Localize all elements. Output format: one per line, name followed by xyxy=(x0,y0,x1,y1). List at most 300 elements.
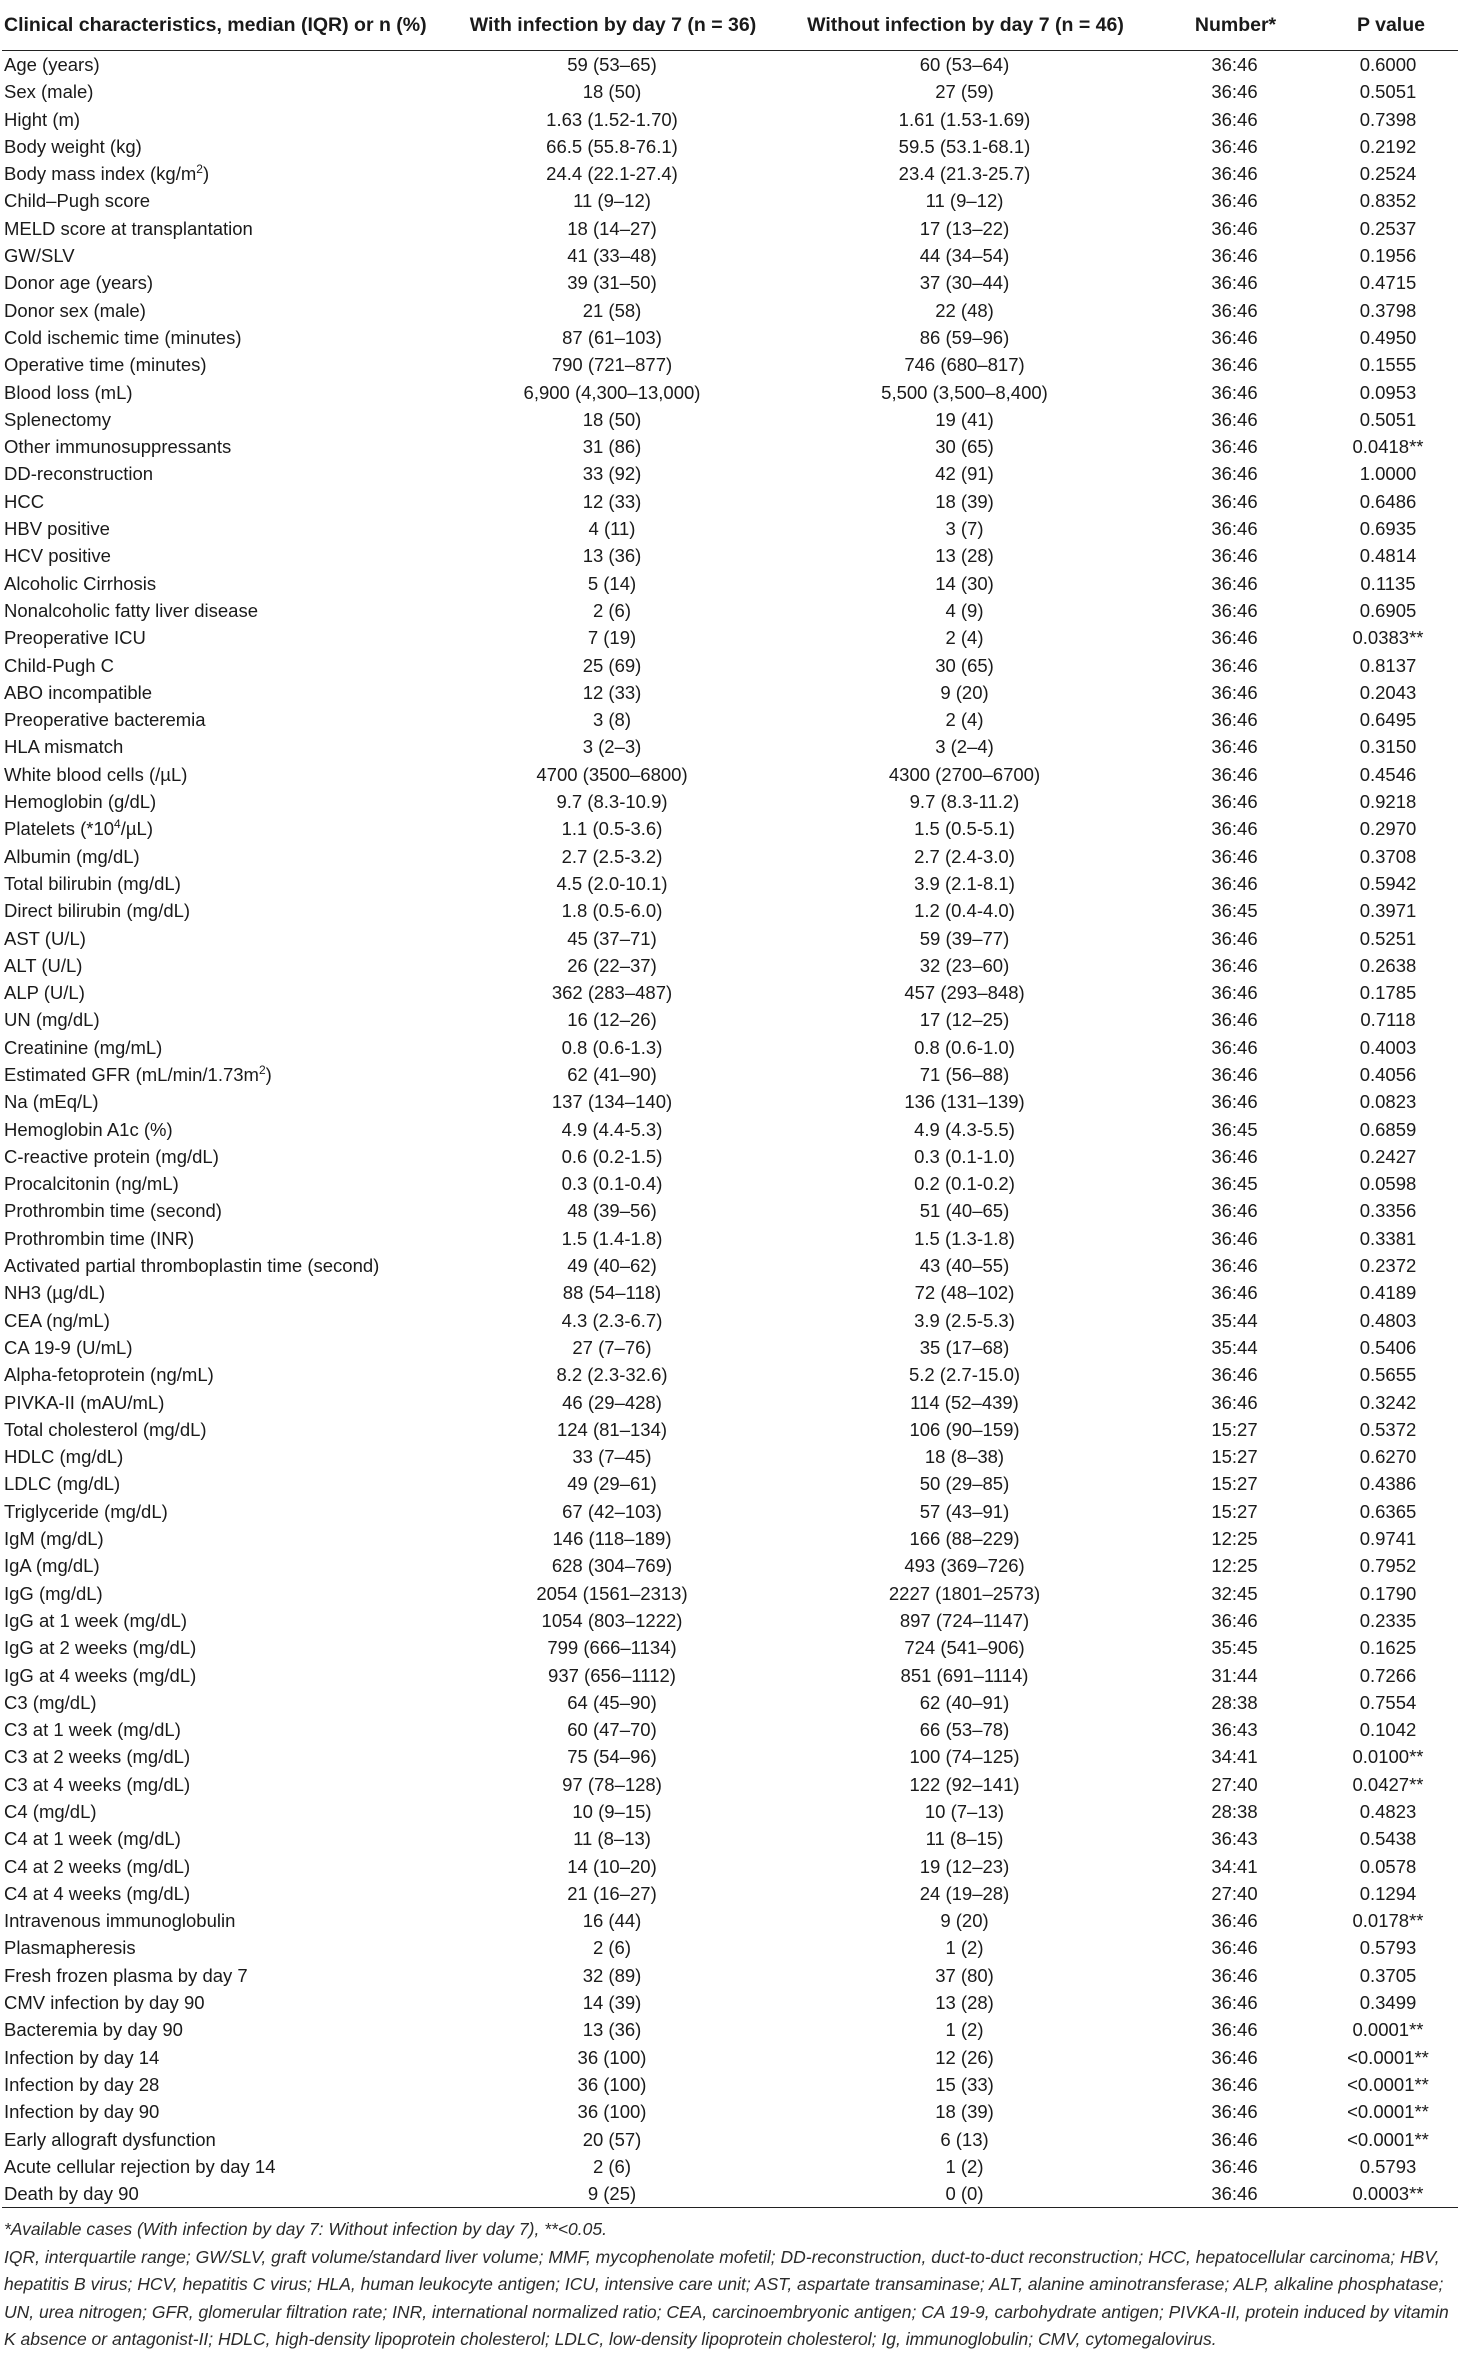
table-row xyxy=(2,324,1458,351)
p-value: 0.6270 xyxy=(1359,1446,1417,1468)
available-number: 36:46 xyxy=(1211,627,1258,649)
p-value: 0.4715 xyxy=(1359,272,1417,294)
with-infection-value: 1.8 (0.5-6.0) xyxy=(561,900,663,922)
without-infection-value: 0.8 (0.6-1.0) xyxy=(914,1036,1015,1058)
available-number: 36:46 xyxy=(1211,381,1258,403)
table-row xyxy=(2,952,1458,979)
available-number: 31:44 xyxy=(1211,1664,1258,1686)
p-value: 0.4386 xyxy=(1359,1473,1417,1495)
available-number: 27:40 xyxy=(1211,1773,1258,1795)
with-infection-value: 87 (61–103) xyxy=(562,326,662,348)
without-infection-value: 493 (369–726) xyxy=(904,1555,1025,1577)
p-value: 0.3381 xyxy=(1359,1227,1417,1249)
available-number: 36:46 xyxy=(1211,135,1258,157)
row-label xyxy=(2,1225,442,1252)
row-label-text: IgG at 2 weeks (mg/dL) xyxy=(4,1637,197,1659)
with-infection-value: 46 (29–428) xyxy=(562,1391,662,1413)
with-infection-value: 4700 (3500–6800) xyxy=(536,763,688,785)
p-value: 0.2537 xyxy=(1359,217,1417,239)
table-row xyxy=(2,1061,1458,1088)
table-row xyxy=(2,515,1458,542)
p-value: <0.0001** xyxy=(1347,2101,1429,2123)
with-infection-value: 62 (41–90) xyxy=(567,1063,657,1085)
row-label-superscript: 2 xyxy=(196,162,203,177)
row-label-text: Nonalcoholic fatty liver disease xyxy=(4,599,258,621)
without-infection-value: 3.9 (2.5-5.3) xyxy=(914,1309,1015,1331)
row-label-text: Sex (male) xyxy=(4,81,94,103)
p-value: 0.6935 xyxy=(1359,518,1417,540)
table-row xyxy=(2,78,1458,105)
available-number: 36:46 xyxy=(1211,272,1258,294)
available-number: 32:45 xyxy=(1211,1582,1258,1604)
row-label-text: Death by day 90 xyxy=(4,2183,139,2205)
row-label xyxy=(2,1334,442,1361)
without-infection-value: 4.9 (4.3-5.5) xyxy=(914,1118,1015,1140)
available-number: 36:46 xyxy=(1211,1364,1258,1386)
p-value: 0.0823 xyxy=(1359,1091,1417,1113)
available-number: 35:44 xyxy=(1211,1309,1258,1331)
available-number: 36:46 xyxy=(1211,1227,1258,1249)
available-number: 36:46 xyxy=(1211,1282,1258,1304)
available-number: 36:46 xyxy=(1211,1063,1258,1085)
p-value: 0.3499 xyxy=(1359,1992,1417,2014)
available-number: 36:46 xyxy=(1211,1937,1258,1959)
row-label xyxy=(2,870,442,897)
table-row xyxy=(2,133,1458,160)
p-value: 0.5793 xyxy=(1359,2155,1417,2177)
with-infection-value: 21 (16–27) xyxy=(567,1882,657,1904)
p-value: 0.1625 xyxy=(1359,1637,1417,1659)
table-row xyxy=(2,433,1458,460)
table-row xyxy=(2,1252,1458,1279)
row-label-text: CA 19-9 (U/mL) xyxy=(4,1336,133,1358)
p-value: 0.4189 xyxy=(1359,1282,1417,1304)
table-row xyxy=(2,106,1458,133)
with-infection-value: 137 (134–140) xyxy=(551,1091,673,1113)
p-value: 0.6365 xyxy=(1359,1500,1417,1522)
with-infection-value: 0.8 (0.6-1.3) xyxy=(561,1036,663,1058)
table-row xyxy=(2,1006,1458,1033)
available-number: 36:46 xyxy=(1211,845,1258,867)
p-value: 0.2372 xyxy=(1359,1255,1417,1277)
row-label-text: Alpha-fetoprotein (ng/mL) xyxy=(4,1364,214,1386)
row-label xyxy=(2,379,442,406)
available-number: 36:46 xyxy=(1211,791,1258,813)
row-label-text: Platelets (*10 xyxy=(4,818,115,840)
row-label xyxy=(2,133,442,160)
with-infection-value: 1.5 (1.4-1.8) xyxy=(561,1227,663,1249)
available-number: 36:46 xyxy=(1211,245,1258,267)
table-row xyxy=(2,925,1458,952)
with-infection-value: 33 (7–45) xyxy=(572,1446,652,1468)
with-infection-value: 36 (100) xyxy=(577,2073,647,2095)
table-row xyxy=(2,351,1458,378)
p-value: 0.9741 xyxy=(1359,1528,1417,1550)
table-row xyxy=(2,1552,1458,1579)
without-infection-value: 66 (53–78) xyxy=(919,1719,1010,1741)
table-row xyxy=(2,1989,1458,2016)
available-number: 36:46 xyxy=(1211,681,1258,703)
row-label xyxy=(2,1825,442,1852)
row-label-text: HBV positive xyxy=(4,518,110,540)
row-label-text: Bacteremia by day 90 xyxy=(4,2019,183,2041)
available-number: 36:45 xyxy=(1211,1173,1258,1195)
row-label xyxy=(2,1498,442,1525)
available-number: 36:46 xyxy=(1211,326,1258,348)
without-infection-value: 35 (17–68) xyxy=(919,1336,1010,1358)
row-label-text: HCC xyxy=(4,490,45,512)
row-label xyxy=(2,788,442,815)
row-label-text: Na (mEq/L) xyxy=(4,1091,99,1113)
row-label-text: HLA mismatch xyxy=(4,736,124,758)
with-infection-value: 2054 (1561–2313) xyxy=(536,1582,688,1604)
row-label xyxy=(2,1525,442,1552)
table-row xyxy=(2,1743,1458,1770)
row-label xyxy=(2,1116,442,1143)
table-row xyxy=(2,1170,1458,1197)
with-infection-value: 3 (2–3) xyxy=(582,736,642,758)
table-row xyxy=(2,1116,1458,1143)
row-label-text: LDLC (mg/dL) xyxy=(4,1473,121,1495)
available-number: 36:46 xyxy=(1211,1091,1258,1113)
row-label-text: C4 at 2 weeks (mg/dL) xyxy=(4,1855,191,1877)
without-infection-value: 2227 (1801–2573) xyxy=(888,1582,1041,1604)
p-value: 0.7398 xyxy=(1359,108,1417,130)
available-number: 36:46 xyxy=(1211,572,1258,594)
row-label-text: C-reactive protein (mg/dL) xyxy=(4,1145,219,1167)
without-infection-value: 32 (23–60) xyxy=(919,954,1010,976)
table-row xyxy=(2,187,1458,214)
p-value: 0.4803 xyxy=(1359,1309,1417,1331)
with-infection-value: 75 (54–96) xyxy=(567,1746,657,1768)
without-infection-value: 0 (0) xyxy=(782,2180,1147,2208)
row-label-text: Acute cellular rejection by day 14 xyxy=(4,2155,276,2177)
row-label xyxy=(2,1389,442,1416)
table-row xyxy=(2,652,1458,679)
p-value: 0.1785 xyxy=(1359,982,1417,1004)
row-label xyxy=(2,1416,442,1443)
table-row xyxy=(2,1389,1458,1416)
row-label xyxy=(2,242,442,269)
row-label-text: Preoperative ICU xyxy=(4,627,146,649)
available-number: 36:46 xyxy=(1211,818,1258,840)
table-row xyxy=(2,1825,1458,1852)
row-label-text: CEA (ng/mL) xyxy=(4,1309,110,1331)
header-number: Number* xyxy=(1147,0,1322,51)
without-infection-value: 19 (12–23) xyxy=(919,1855,1010,1877)
row-label-text: Hight (m) xyxy=(4,108,81,130)
row-label-text: MELD score at transplantation xyxy=(4,217,253,239)
row-label xyxy=(2,952,442,979)
without-infection-value: 2.7 (2.4-3.0) xyxy=(914,845,1015,867)
table-row xyxy=(2,2071,1458,2098)
with-infection-value: 628 (304–769) xyxy=(551,1555,673,1577)
row-label xyxy=(2,215,442,242)
without-infection-value: 1.5 (0.5-5.1) xyxy=(914,818,1015,840)
with-infection-value: 36 (100) xyxy=(577,2101,647,2123)
table-row xyxy=(2,843,1458,870)
without-infection-value: 136 (131–139) xyxy=(904,1091,1025,1113)
header-with-infection: With infection by day 7 (n = 36) xyxy=(442,0,782,51)
row-label-text: C3 at 1 week (mg/dL) xyxy=(4,1719,181,1741)
available-number: 36:46 xyxy=(1211,872,1258,894)
row-label xyxy=(2,1034,442,1061)
table-row xyxy=(2,1907,1458,1934)
p-value: 0.3971 xyxy=(1359,900,1417,922)
row-label-text: Preoperative bacteremia xyxy=(4,709,206,731)
row-label-text: Hemoglobin A1c (%) xyxy=(4,1118,173,1140)
row-label-text: Other immunosuppressants xyxy=(4,436,232,458)
available-number: 15:27 xyxy=(1211,1446,1258,1468)
available-number: 36:46 xyxy=(1211,2155,1258,2177)
available-number: 28:38 xyxy=(1211,1691,1258,1713)
row-label-text: IgG (mg/dL) xyxy=(4,1582,103,1604)
with-infection-value: 12 (33) xyxy=(582,681,642,703)
row-label xyxy=(2,761,442,788)
row-label xyxy=(2,2016,442,2043)
available-number: 36:46 xyxy=(1211,709,1258,731)
p-value: 0.5406 xyxy=(1359,1336,1417,1358)
without-infection-value: 851 (691–1114) xyxy=(900,1664,1029,1686)
table-row xyxy=(2,1498,1458,1525)
row-label xyxy=(2,843,442,870)
without-infection-value: 18 (8–38) xyxy=(924,1446,1005,1468)
row-label-text: IgM (mg/dL) xyxy=(4,1528,104,1550)
row-label-text: C4 at 4 weeks (mg/dL) xyxy=(4,1882,191,1904)
without-infection-value: 114 (52–439) xyxy=(910,1391,1019,1413)
header-row xyxy=(2,0,1458,51)
table-row xyxy=(2,460,1458,487)
row-label-text: Early allograft dysfunction xyxy=(4,2128,216,2150)
p-value: 0.4814 xyxy=(1359,545,1417,567)
p-value: 0.3356 xyxy=(1359,1200,1417,1222)
without-infection-value: 51 (40–65) xyxy=(919,1200,1010,1222)
row-label-text: Procalcitonin (ng/mL) xyxy=(4,1173,179,1195)
with-infection-value: 1054 (803–1222) xyxy=(541,1609,683,1631)
without-infection-value: 13 (28) xyxy=(935,545,994,567)
row-label xyxy=(2,2153,442,2180)
with-infection-value: 48 (39–56) xyxy=(567,1200,657,1222)
with-infection-value: 11 (9–12) xyxy=(573,190,651,212)
table-row xyxy=(2,242,1458,269)
row-label xyxy=(2,2180,442,2208)
available-number: 36:46 xyxy=(1211,736,1258,758)
row-label-text: Hemoglobin (g/dL) xyxy=(4,791,157,813)
row-label-text: Activated partial thromboplastin time (second) xyxy=(4,1255,380,1277)
with-infection-value: 146 (118–189) xyxy=(552,1528,672,1550)
without-infection-value: 4 (9) xyxy=(945,599,984,621)
without-infection-value: 11 (8–15) xyxy=(925,1828,1004,1850)
row-label-text: UN (mg/dL) xyxy=(4,1009,100,1031)
with-infection-value: 1.1 (0.5-3.6) xyxy=(561,818,663,840)
p-value: 0.1790 xyxy=(1359,1582,1417,1604)
with-infection-value: 21 (58) xyxy=(582,299,642,321)
row-label xyxy=(2,570,442,597)
table-row xyxy=(2,1634,1458,1661)
table-row xyxy=(2,733,1458,760)
table-row xyxy=(2,1197,1458,1224)
p-value: 0.1555 xyxy=(1359,354,1417,376)
row-label xyxy=(2,351,442,378)
with-infection-value: 18 (50) xyxy=(582,81,642,103)
table-row xyxy=(2,1880,1458,1907)
p-value: 0.2427 xyxy=(1359,1145,1417,1167)
with-infection-value: 0.3 (0.1-0.4) xyxy=(561,1173,663,1195)
row-label-text: HCV positive xyxy=(4,545,111,567)
without-infection-value: 59 (39–77) xyxy=(919,927,1010,949)
p-value: 1.0000 xyxy=(1359,463,1417,485)
available-number: 36:46 xyxy=(1211,217,1258,239)
row-label-text: Total cholesterol (mg/dL) xyxy=(4,1418,207,1440)
footnote: IQR, interquartile range; GW/SLV, graft volume/standard liver volume; MMF, mycophenolate mofetil; DD-reconstruction, duct-to-duct reconstruction; HCC, hepatocellular carcinoma; HBV, hepatitis B virus; HCV, hepatitis C virus; HLA, human leukocyte antigen; ICU, intensive care unit; AST, aspartate transaminase; ALT, alanine aminotransferase; ALP, alkaline phosphatase; UN, urea nitrogen; GFR, glomerular filtration rate; INR, international normalized ratio; CEA, carcinoembryonic antigen; CA 19-9, carbohydrate antigen; PIVKA-II, protein induced by vitamin K absence or antagonist-II; HDLC, high-density lipoprotein cholesterol; LDLC, low-density lipoprotein cholesterol; Ig, immunoglobulin; CMV, cytomegalovirus. xyxy=(4,2246,1449,2350)
available-number: 36:46 xyxy=(1211,1992,1258,2014)
row-label xyxy=(2,624,442,651)
without-infection-value: 9.7 (8.3-11.2) xyxy=(909,791,1020,813)
table-row xyxy=(2,1689,1458,1716)
row-label xyxy=(2,652,442,679)
row-label xyxy=(2,1962,442,1989)
row-label-text: CMV infection by day 90 xyxy=(4,1992,205,2014)
p-value: 0.6859 xyxy=(1359,1118,1417,1140)
p-value: 0.5051 xyxy=(1359,408,1417,430)
table-row xyxy=(2,2180,1458,2208)
row-label-text: C3 (mg/dL) xyxy=(4,1691,97,1713)
available-number: 36:46 xyxy=(1211,763,1258,785)
row-label-text: IgA (mg/dL) xyxy=(4,1555,100,1577)
p-value: 0.0100** xyxy=(1352,1746,1424,1768)
row-label xyxy=(2,2098,442,2125)
without-infection-value: 37 (30–44) xyxy=(919,272,1010,294)
without-infection-value: 3.9 (2.1-8.1) xyxy=(914,872,1015,894)
row-label xyxy=(2,897,442,924)
row-label xyxy=(2,1279,442,1306)
p-value: 0.5942 xyxy=(1359,872,1417,894)
available-number: 36:46 xyxy=(1211,1200,1258,1222)
table-row xyxy=(2,2016,1458,2043)
row-label xyxy=(2,1607,442,1634)
with-infection-value: 362 (283–487) xyxy=(551,982,673,1004)
row-label-text: Total bilirubin (mg/dL) xyxy=(4,872,181,894)
row-label-text: GW/SLV xyxy=(4,245,75,267)
row-label-text: Intravenous immunoglobulin xyxy=(4,1910,236,1932)
available-number: 36:43 xyxy=(1211,1828,1258,1850)
without-infection-value: 17 (12–25) xyxy=(919,1009,1010,1031)
table-footnotes xyxy=(2,2216,1456,2354)
row-label xyxy=(2,1143,442,1170)
p-value: 0.6486 xyxy=(1359,490,1417,512)
available-number: 34:41 xyxy=(1211,1855,1258,1877)
without-infection-value: 122 (92–141) xyxy=(909,1773,1020,1795)
table-row xyxy=(2,2044,1458,2071)
without-infection-value: 30 (65) xyxy=(935,654,994,676)
table-row xyxy=(2,160,1458,187)
available-number: 36:46 xyxy=(1211,1009,1258,1031)
available-number: 15:27 xyxy=(1211,1500,1258,1522)
with-infection-value: 97 (78–128) xyxy=(562,1773,662,1795)
row-label xyxy=(2,1771,442,1798)
without-infection-value: 5,500 (3,500–8,400) xyxy=(881,381,1048,403)
p-value: 0.5655 xyxy=(1359,1364,1417,1386)
without-infection-value: 9 (20) xyxy=(940,681,989,703)
footnote: *Available cases (With infection by day 7: Without infection by day 7), **<0.05. xyxy=(4,2219,607,2240)
without-infection-value: 1.61 (1.53-1.69) xyxy=(898,108,1031,130)
p-value: 0.0427** xyxy=(1352,1773,1424,1795)
table-row xyxy=(2,1771,1458,1798)
table-row xyxy=(2,542,1458,569)
table-row xyxy=(2,1798,1458,1825)
available-number: 28:38 xyxy=(1211,1801,1258,1822)
row-label xyxy=(2,1743,442,1770)
p-value: 0.5251 xyxy=(1359,927,1417,949)
row-label-text: IgG at 1 week (mg/dL) xyxy=(4,1609,188,1631)
without-infection-value: 6 (13) xyxy=(940,2128,989,2150)
p-value: 0.1135 xyxy=(1360,572,1416,594)
row-label-text: Infection by day 28 xyxy=(4,2073,160,2095)
table-row xyxy=(2,979,1458,1006)
with-infection-value: 10 (9–15) xyxy=(572,1801,652,1822)
with-infection-value: 9.7 (8.3-10.9) xyxy=(556,791,668,813)
without-infection-value: 12 (26) xyxy=(935,2046,994,2068)
with-infection-value: 24.4 (22.1-27.4) xyxy=(546,163,678,185)
without-infection-value: 0.3 (0.1-1.0) xyxy=(914,1145,1015,1167)
available-number: 36:46 xyxy=(1211,2101,1258,2123)
table-row xyxy=(2,1443,1458,1470)
p-value: 0.4950 xyxy=(1359,326,1417,348)
with-infection-value: 790 (721–877) xyxy=(551,354,673,376)
p-value: 0.0418** xyxy=(1352,436,1424,458)
header-characteristics: Clinical characteristics, median (IQR) or n (%) xyxy=(2,0,442,51)
row-label xyxy=(2,1634,442,1661)
available-number: 36:46 xyxy=(1211,354,1258,376)
with-infection-value: 88 (54–118) xyxy=(562,1282,662,1304)
row-label xyxy=(2,1443,442,1470)
table-row xyxy=(2,1853,1458,1880)
available-number: 12:25 xyxy=(1211,1555,1258,1577)
without-infection-value: 1 (2) xyxy=(945,2019,984,2041)
available-number: 36:46 xyxy=(1211,163,1258,185)
available-number: 36:46 xyxy=(1211,108,1258,130)
with-infection-value: 0.6 (0.2-1.5) xyxy=(561,1145,663,1167)
table-row xyxy=(2,706,1458,733)
table-row xyxy=(2,1361,1458,1388)
available-number: 36:46 xyxy=(1211,927,1258,949)
available-number: 36:46 xyxy=(1211,2128,1258,2150)
available-number: 36:46 xyxy=(1211,654,1258,676)
row-label-superscript: 2 xyxy=(258,1062,266,1077)
p-value: 0.1042 xyxy=(1359,1719,1417,1741)
table-row xyxy=(2,1662,1458,1689)
p-value: 0.2335 xyxy=(1359,1609,1417,1631)
without-infection-value: 71 (56–88) xyxy=(919,1063,1010,1085)
without-infection-value: 14 (30) xyxy=(935,572,994,594)
p-value: 0.5051 xyxy=(1359,81,1417,103)
p-value: 0.5793 xyxy=(1359,1937,1417,1959)
table-row xyxy=(2,1607,1458,1634)
without-infection-value: 17 (13–22) xyxy=(919,217,1010,239)
available-number: 36:46 xyxy=(1211,299,1258,321)
available-number: 36:46 xyxy=(1211,436,1258,458)
row-label xyxy=(2,2126,442,2153)
table-row xyxy=(2,1580,1458,1607)
header-without-infection: Without infection by day 7 (n = 46) xyxy=(782,0,1147,51)
row-label xyxy=(2,1361,442,1388)
row-label-text: Child-Pugh C xyxy=(4,654,115,676)
with-infection-value: 9 (25) xyxy=(442,2180,782,2208)
with-infection-value: 25 (69) xyxy=(582,654,642,676)
row-label xyxy=(2,706,442,733)
with-infection-value: 12 (33) xyxy=(582,490,642,512)
without-infection-value: 4300 (2700–6700) xyxy=(888,763,1041,785)
